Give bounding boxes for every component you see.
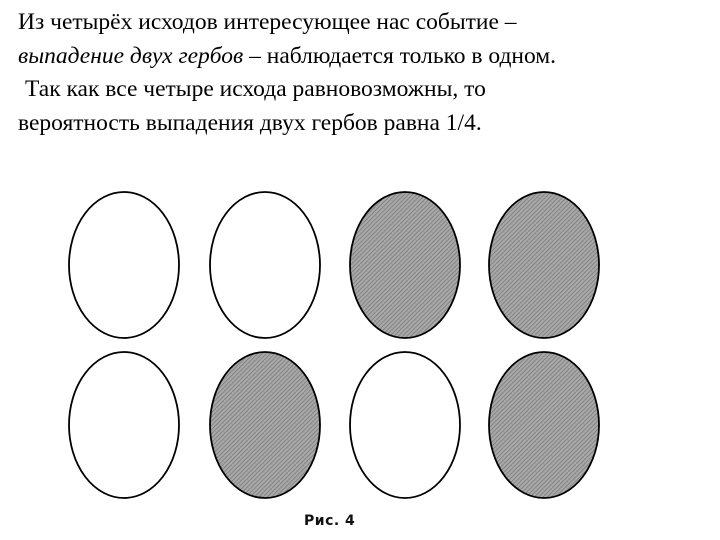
- coin-white: [69, 352, 179, 498]
- paragraph-line-3: Так как все четыре исхода равновозможны, то: [25, 76, 486, 102]
- paragraph-line-1: Из четырёх исходов интересующее нас событие –: [18, 9, 517, 35]
- figure-caption: Рис. 4: [304, 513, 356, 529]
- coin-white: [350, 352, 460, 498]
- emphasis-text: выпадение двух гербов: [18, 42, 244, 69]
- coin-shaded: [210, 352, 320, 498]
- paragraph-line-4: вероятность выпадения двух гербов равна 1/4.: [18, 109, 482, 136]
- coin-shaded: [489, 352, 599, 498]
- coins-grid: [69, 192, 599, 498]
- coin-white: [210, 192, 320, 338]
- coin-shaded: [350, 192, 460, 338]
- coin-shaded: [489, 192, 599, 338]
- paragraph-line-2-rest: – наблюдается только в одном.: [243, 42, 557, 69]
- coin-white: [69, 192, 179, 338]
